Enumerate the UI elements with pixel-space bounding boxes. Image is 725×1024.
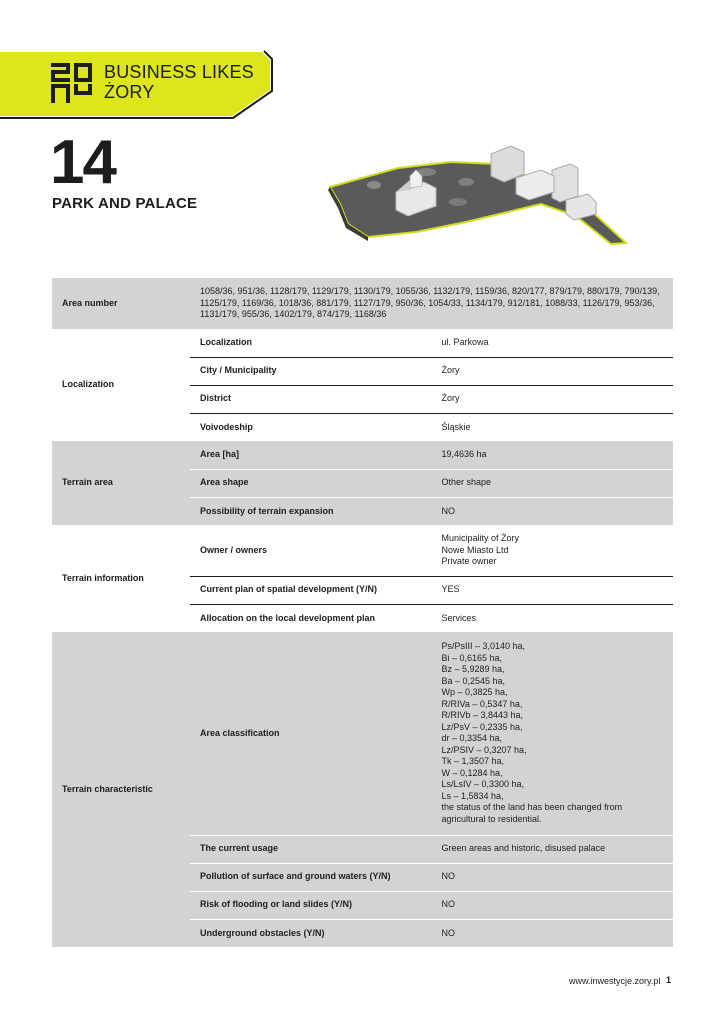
classification-item: W – 0,1284 ha, xyxy=(441,767,503,778)
row-value: Żory xyxy=(432,385,674,413)
row-label: Underground obstacles (Y/N) xyxy=(190,919,432,947)
row-value: NO xyxy=(432,497,674,525)
row-value: Services xyxy=(432,604,674,632)
row-value: ul. Parkowa xyxy=(432,329,674,357)
classification-item: Bz – 5,9289 ha, xyxy=(441,664,505,675)
row-label: Owner / owners xyxy=(190,525,432,576)
brand-wordmark xyxy=(104,62,254,102)
classification-item: Ps/PsIII – 3,0140 ha, xyxy=(441,641,526,652)
classification-item: Ba – 0,2545 ha, xyxy=(441,675,506,686)
category-terrain-information: Terrain information xyxy=(52,525,190,632)
area-number-value: 1058/36, 951/36, 1128/179, 1129/179, 1130/179, 1055/36, 1132/179, 1159/36, 820/177, 879/179, 880/179, 790/139, 1125/179, 1169/36, 1018/36, 881/179, 1127/179, 950/36, 1054/33, 1134/179, 912/181, 1088/33, 1126/179, 953/36, 1131/179, 955/36, 1402/179, 874/179, 1168/36 xyxy=(190,278,673,329)
page-number-heading: 14 xyxy=(50,128,115,197)
brand-line-2: ŻORY xyxy=(104,82,155,102)
owner-item: Municipality of Żory xyxy=(441,533,520,543)
classification-item: Ls/LsIV – 0,3300 ha, xyxy=(441,779,525,790)
row-label: Voivodeship xyxy=(190,413,432,441)
owner-item: Nowe Miasto Ltd xyxy=(441,544,509,555)
row-label: Risk of flooding or land slides (Y/N) xyxy=(190,891,432,919)
row-label: The current usage xyxy=(190,835,432,863)
classification-item: Lz/PSIV – 0,3207 ha, xyxy=(441,744,527,755)
row-label: Possibility of terrain expansion xyxy=(190,497,432,525)
classification-item: Lz/PsV – 0,2335 ha, xyxy=(441,721,523,732)
category-terrain-characteristic: Terrain characteristic xyxy=(52,632,190,947)
area-classification-list xyxy=(432,632,674,835)
row-value: Other shape xyxy=(432,469,674,497)
classification-item: agricultural to residential. xyxy=(441,813,542,824)
row-value: Green areas and historic, disused palace xyxy=(432,835,674,863)
row-value: YES xyxy=(432,576,674,604)
category-area-number: Area number xyxy=(52,278,190,329)
owner-item: Private owner xyxy=(441,556,497,566)
row-label: Allocation on the local development plan xyxy=(190,604,432,632)
row-label: Localization xyxy=(190,329,432,357)
classification-item: dr – 0,3354 ha, xyxy=(441,733,503,744)
owners-list xyxy=(432,525,674,576)
page-title: PARK AND PALACE xyxy=(52,195,198,212)
row-label: City / Municipality xyxy=(190,357,432,385)
footer-page-number: 1 xyxy=(666,975,672,985)
row-label: Area classification xyxy=(190,632,432,835)
footer-website-link[interactable]: www.inwestycje.zory.pl xyxy=(569,976,661,986)
classification-item: Tk – 1,3507 ha, xyxy=(441,756,505,767)
category-localization: Localization xyxy=(52,329,190,441)
classification-item: Wp – 0,3825 ha, xyxy=(441,687,508,698)
row-value: NO xyxy=(432,891,674,919)
category-terrain-area: Terrain area xyxy=(52,441,190,525)
classification-item: Bi – 0,6165 ha, xyxy=(441,652,503,663)
row-label: Current plan of spatial development (Y/N) xyxy=(190,576,432,604)
zory-logo-icon xyxy=(51,63,93,103)
row-label: Area shape xyxy=(190,469,432,497)
brand-line-1: BUSINESS LIKES xyxy=(104,62,254,82)
row-value: NO xyxy=(432,919,674,947)
site-map-illustration xyxy=(326,140,631,250)
row-value: Żory xyxy=(432,357,674,385)
classification-item: R/RIVa – 0,5347 ha, xyxy=(441,698,523,709)
row-label: District xyxy=(190,385,432,413)
classification-item: Ls – 1,5834 ha, xyxy=(441,790,504,801)
site-info-table xyxy=(52,278,673,947)
classification-item: R/RIVb – 3,8443 ha, xyxy=(441,710,524,721)
row-value: NO xyxy=(432,863,674,891)
row-label: Area [ha] xyxy=(190,441,432,469)
row-label: Pollution of surface and ground waters (Y/N) xyxy=(190,863,432,891)
row-value: 19,4636 ha xyxy=(432,441,674,469)
classification-item: the status of the land has been changed from xyxy=(441,802,623,813)
row-value: Śląskie xyxy=(432,413,674,441)
